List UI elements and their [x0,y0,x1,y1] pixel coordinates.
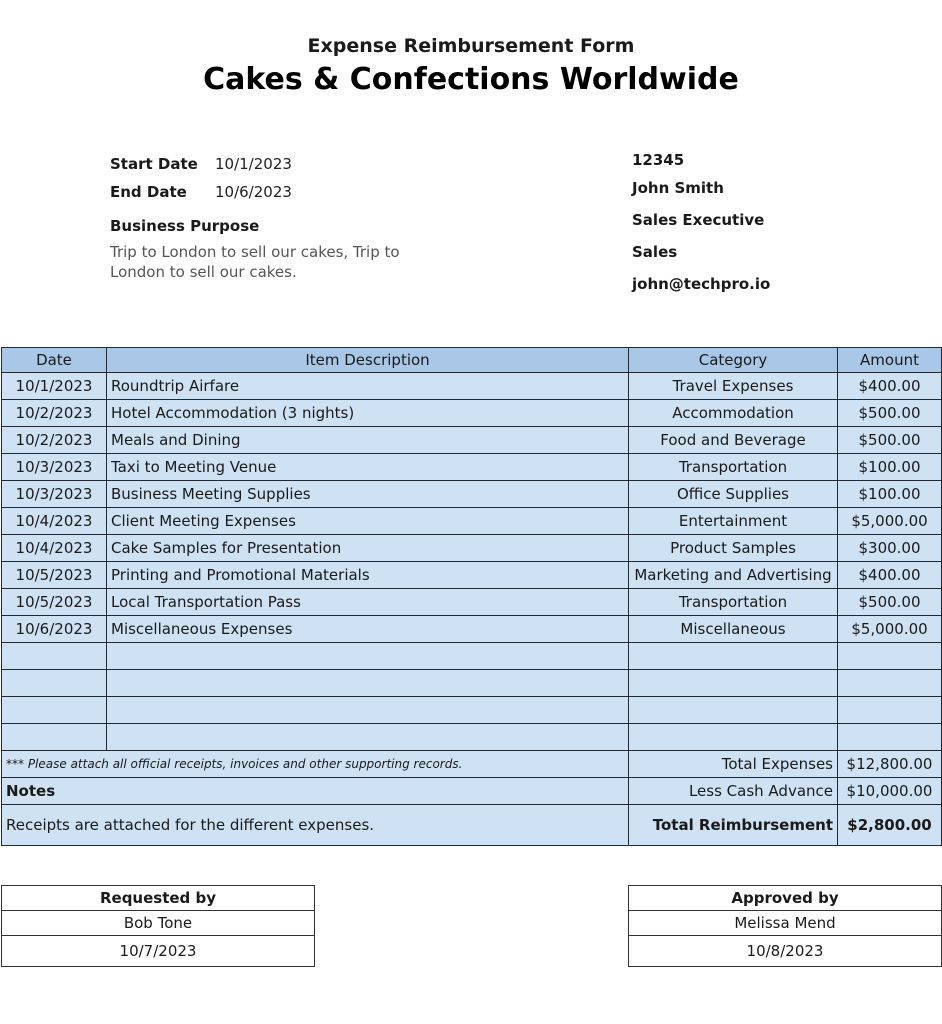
empty-row [2,643,942,670]
approved-by-box [628,885,942,967]
start-date-label: Start Date [110,155,198,173]
empty-cell[interactable] [838,670,942,697]
cell-description: Hotel Accommodation (3 nights) [107,400,629,427]
table-row [2,616,942,643]
company-name: Cakes & Confections Worldwide [203,62,739,97]
cell-description: Meals and Dining [107,427,629,454]
total-expenses-value: $12,800.00 [838,751,942,778]
empty-cell[interactable] [629,670,838,697]
trip-info [110,150,430,282]
business-purpose-line-2: London to sell our cakes. [110,263,297,281]
table-row [2,454,942,481]
empty-cell[interactable] [2,670,107,697]
end-date-row [110,178,430,206]
cell-category: Accommodation [629,400,838,427]
table-row [2,373,942,400]
requested-by-box [1,885,315,967]
cell-date: 10/4/2023 [2,535,107,562]
cell-category: Office Supplies [629,481,838,508]
cash-advance-value[interactable]: $10,000.00 [838,778,942,805]
empty-cell[interactable] [107,724,629,751]
total-reimbursement-row [2,805,942,846]
cell-description: Local Transportation Pass [107,589,629,616]
expense-table [1,347,942,846]
cell-description: Printing and Promotional Materials [107,562,629,589]
empty-cell[interactable] [2,643,107,670]
cash-advance-row [2,778,942,805]
cell-date: 10/5/2023 [2,589,107,616]
cell-date: 10/3/2023 [2,454,107,481]
table-row [2,400,942,427]
empty-cell[interactable] [629,724,838,751]
notes-label: Notes [2,778,629,805]
cell-amount: $500.00 [838,589,942,616]
business-purpose-text [110,242,430,282]
header-date: Date [2,348,107,373]
cell-amount: $5,000.00 [838,616,942,643]
approved-by-date[interactable]: 10/8/2023 [629,936,942,967]
empty-cell[interactable] [2,724,107,751]
cell-description: Business Meeting Supplies [107,481,629,508]
cell-date: 10/2/2023 [2,400,107,427]
total-reimbursement-value: $2,800.00 [838,805,942,846]
cell-description: Taxi to Meeting Venue [107,454,629,481]
empty-row [2,697,942,724]
header-description: Item Description [107,348,629,373]
cell-amount: $500.00 [838,400,942,427]
empty-cell[interactable] [2,697,107,724]
cell-description: Roundtrip Airfare [107,373,629,400]
cell-category: Product Samples [629,535,838,562]
table-row [2,508,942,535]
form-title: Expense Reimbursement Form [307,35,635,57]
employee-info [632,150,770,306]
business-purpose-line-1: Trip to London to sell our cakes, Trip to [110,243,400,261]
cell-description: Miscellaneous Expenses [107,616,629,643]
cell-amount: $500.00 [838,427,942,454]
cell-category: Travel Expenses [629,373,838,400]
cell-category: Entertainment [629,508,838,535]
table-row [2,535,942,562]
business-purpose-label: Business Purpose [110,217,260,235]
empty-cell[interactable] [838,697,942,724]
cell-date: 10/2/2023 [2,427,107,454]
cell-category: Miscellaneous [629,616,838,643]
end-date-label: End Date [110,183,187,201]
employee-title: Sales Executive [632,211,765,229]
empty-cell[interactable] [838,724,942,751]
requested-by-label: Requested by [2,886,315,911]
requested-by-date[interactable]: 10/7/2023 [2,936,315,967]
cell-amount: $400.00 [838,562,942,589]
cell-date: 10/5/2023 [2,562,107,589]
cash-advance-label: Less Cash Advance [629,778,838,805]
table-header-row [2,348,942,373]
cell-amount: $100.00 [838,481,942,508]
empty-cell[interactable] [838,643,942,670]
table-row [2,427,942,454]
empty-cell[interactable] [107,643,629,670]
empty-cell[interactable] [629,697,838,724]
employee-name: John Smith [632,179,724,197]
table-row [2,481,942,508]
total-expenses-row [2,751,942,778]
empty-cell[interactable] [629,643,838,670]
cell-description: Cake Samples for Presentation [107,535,629,562]
cell-category: Transportation [629,454,838,481]
notes-text[interactable]: Receipts are attached for the different expenses. [2,805,629,846]
start-date-value: 10/1/2023 [215,155,292,173]
total-expenses-label: Total Expenses [629,751,838,778]
requested-by-name[interactable]: Bob Tone [2,911,315,936]
cell-date: 10/1/2023 [2,373,107,400]
cell-date: 10/4/2023 [2,508,107,535]
empty-cell[interactable] [107,697,629,724]
employee-email: john@techpro.io [632,275,771,293]
cell-date: 10/3/2023 [2,481,107,508]
cell-category: Transportation [629,589,838,616]
cell-amount: $400.00 [838,373,942,400]
cell-category: Marketing and Advertising [629,562,838,589]
receipts-notice: *** Please attach all official receipts, invoices and other supporting records. [2,751,629,778]
cell-category: Food and Beverage [629,427,838,454]
cell-amount: $300.00 [838,535,942,562]
employee-id: 12345 [632,151,685,169]
cell-amount: $5,000.00 [838,508,942,535]
approved-by-label: Approved by [629,886,942,911]
cell-date: 10/6/2023 [2,616,107,643]
end-date-value: 10/6/2023 [215,183,292,201]
total-reimbursement-label: Total Reimbursement [629,805,838,846]
table-row [2,562,942,589]
cell-amount: $100.00 [838,454,942,481]
employee-department: Sales [632,243,678,261]
empty-cell[interactable] [107,670,629,697]
approved-by-name[interactable]: Melissa Mend [629,911,942,936]
header-category: Category [629,348,838,373]
table-row [2,589,942,616]
empty-row [2,670,942,697]
start-date-row [110,150,430,178]
empty-row [2,724,942,751]
cell-description: Client Meeting Expenses [107,508,629,535]
header-amount: Amount [838,348,942,373]
